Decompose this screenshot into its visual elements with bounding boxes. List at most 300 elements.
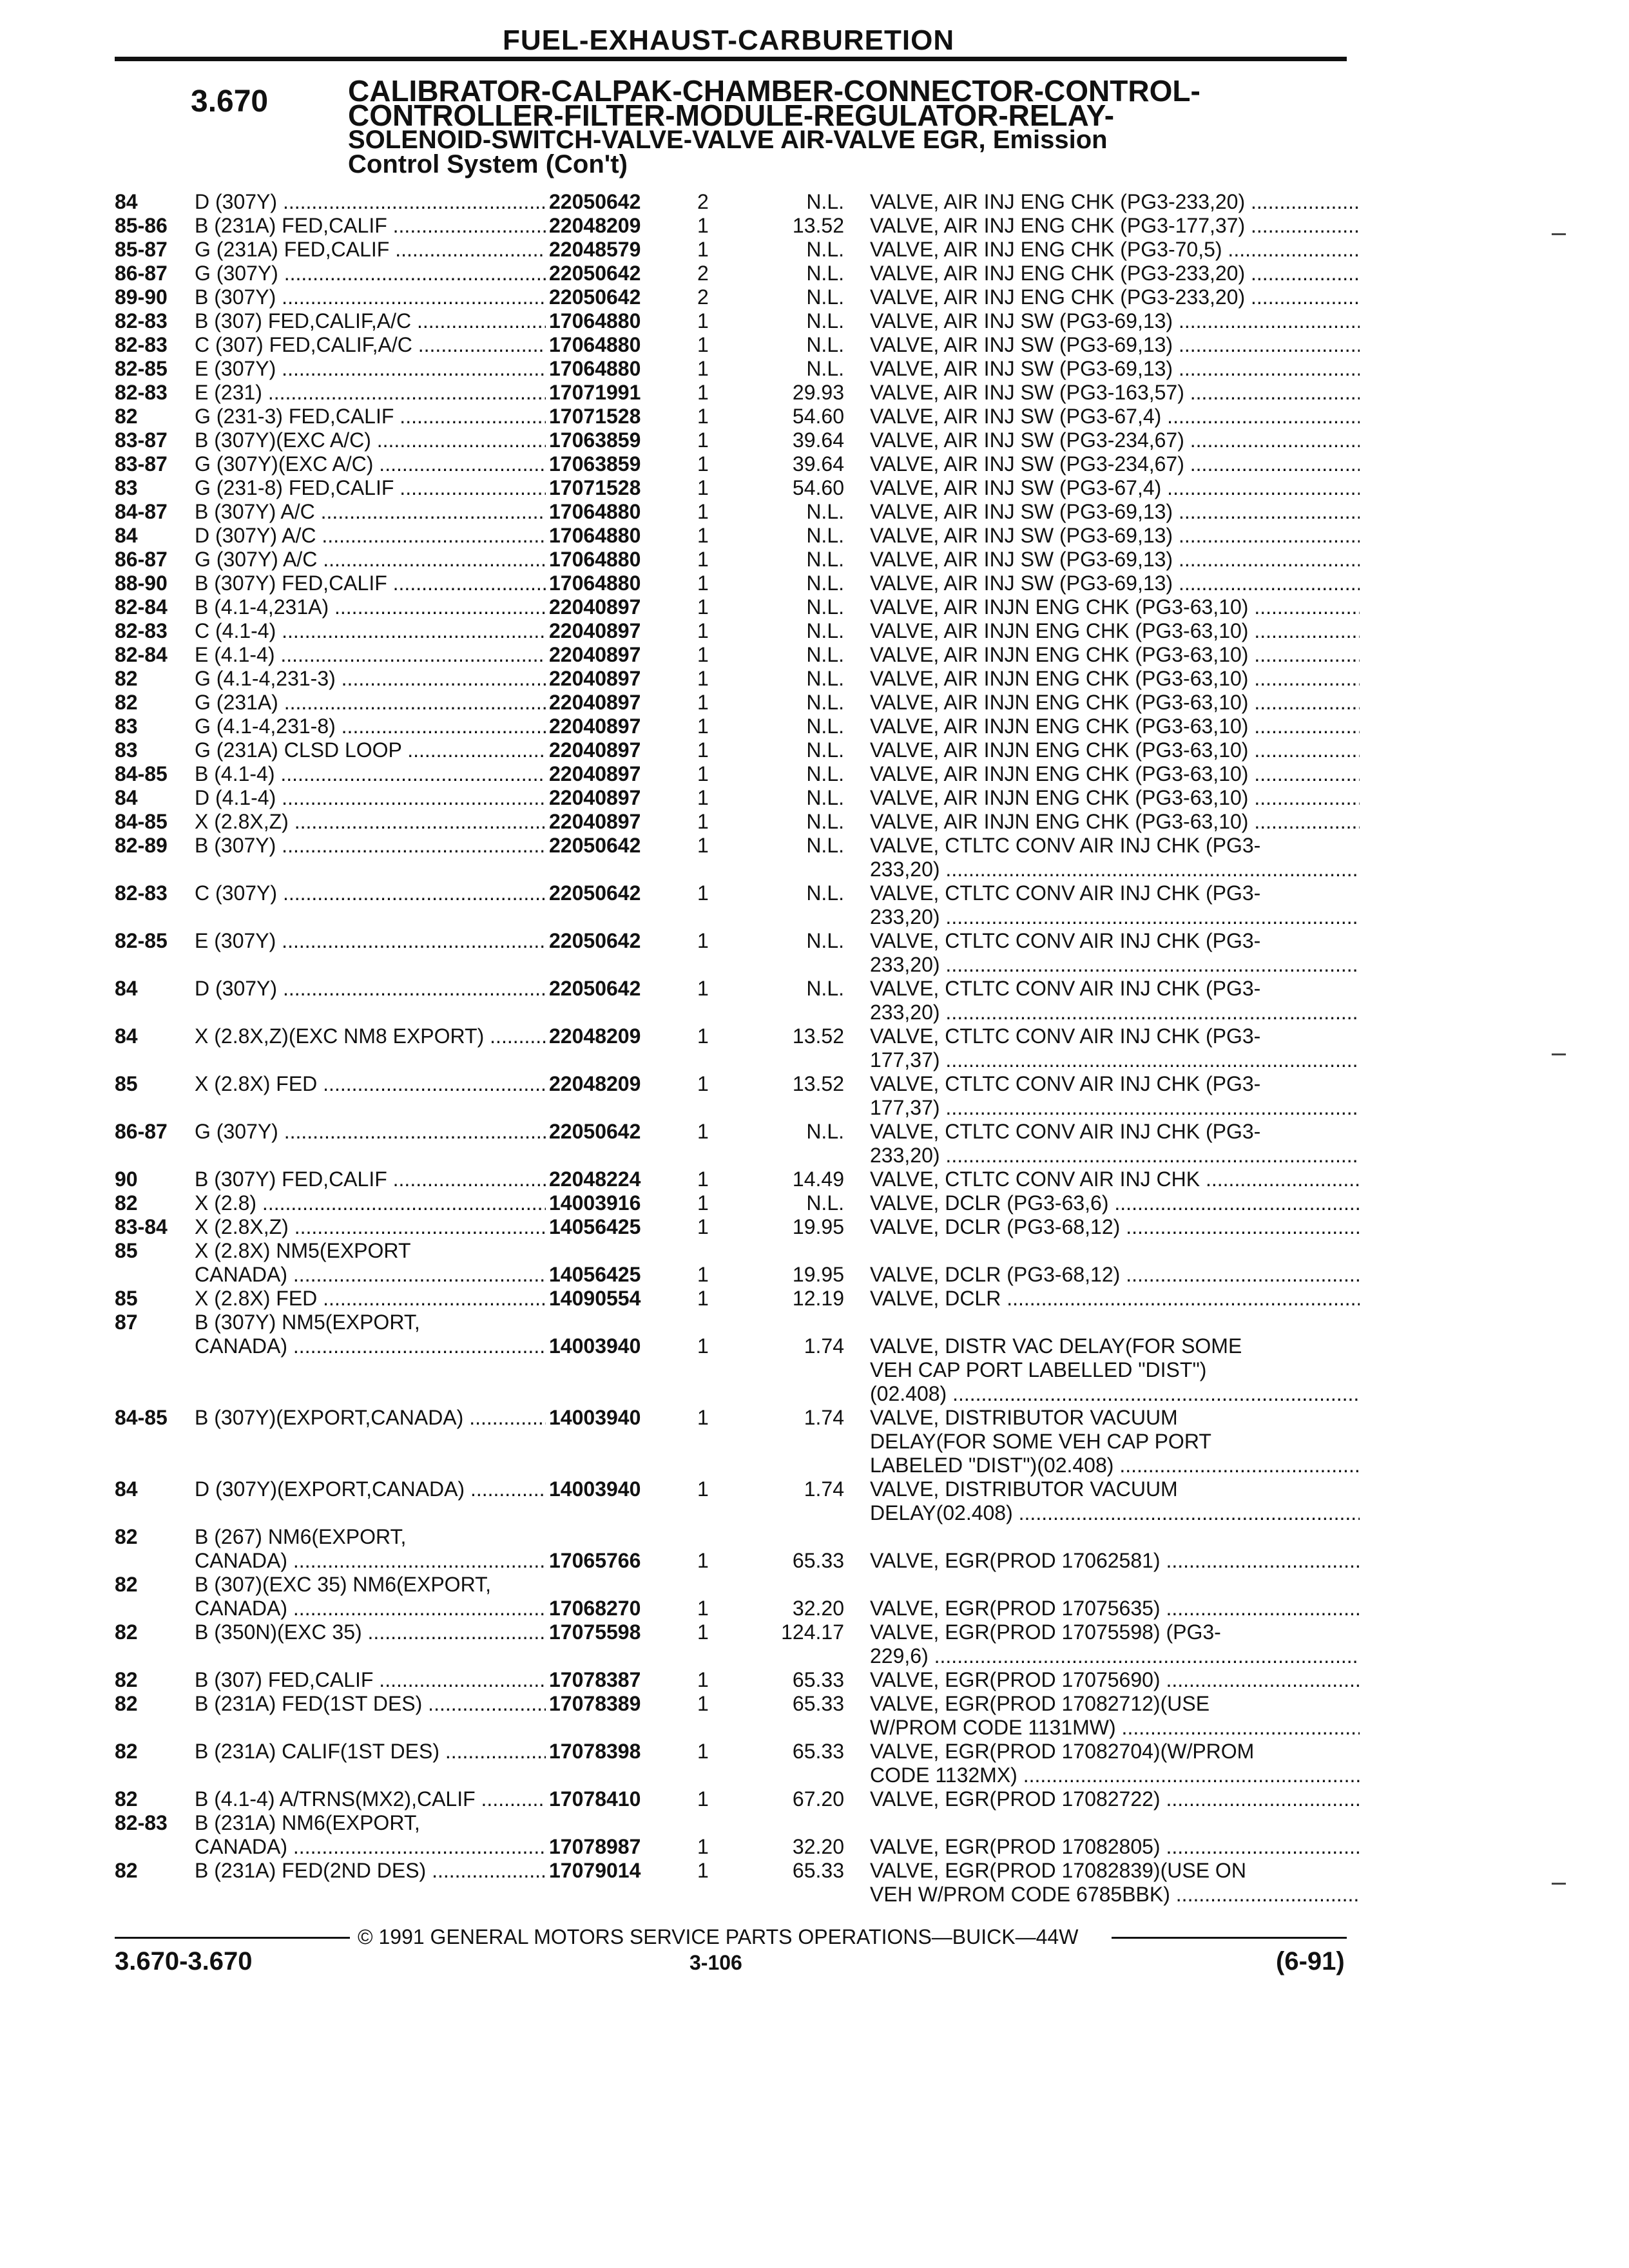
description-line: B (231A) FED(2ND DES) ..... [195, 1859, 546, 1883]
quantity: 1 [697, 548, 709, 571]
description-line: X (2.8X) FED ..... [195, 1287, 546, 1311]
price: 32.20 [792, 1597, 844, 1620]
model-description [195, 834, 546, 858]
part-name [870, 309, 1360, 333]
price: N.L. [806, 572, 844, 595]
part-name-line: 233,20) ..... [870, 1001, 1360, 1024]
price: N.L. [806, 548, 844, 571]
model-year: 89-90 [115, 285, 168, 309]
quantity: 1 [697, 428, 709, 452]
table-row [0, 929, 1629, 977]
model-description [195, 786, 546, 810]
part-name [870, 1072, 1360, 1120]
description-line: CANADA) ..... [195, 1597, 546, 1620]
description-line: E (307Y) ..... [195, 357, 546, 381]
part-name-line: VALVE, CTLTC CONV AIR INJ CHK (PG3- [870, 834, 1261, 857]
part-number: 17078387 [549, 1668, 641, 1691]
price: N.L. [806, 691, 844, 714]
part-number: 14003916 [549, 1191, 641, 1215]
quantity: 1 [697, 1024, 709, 1048]
part-name [870, 977, 1360, 1024]
part-name [870, 548, 1360, 572]
description-line: G (231A) FED,CALIF ..... [195, 238, 546, 262]
part-name [870, 524, 1360, 548]
quantity: 1 [697, 1215, 709, 1238]
quantity: 1 [697, 1263, 709, 1286]
part-number: 22050642 [549, 262, 641, 285]
part-number: 17079014 [549, 1859, 641, 1882]
description-line: B (307Y) ..... [195, 834, 546, 858]
part-name-line: CODE 1132MX) ..... [870, 1763, 1360, 1787]
price: 39.64 [792, 452, 844, 476]
part-number: 17065766 [549, 1549, 641, 1572]
model-year: 84 [115, 524, 138, 547]
model-description [195, 333, 546, 357]
part-number: 17078398 [549, 1740, 641, 1763]
model-year: 83 [115, 738, 138, 762]
part-number: 22048209 [549, 214, 641, 237]
part-name [870, 1311, 1360, 1406]
quantity: 1 [697, 1859, 709, 1882]
model-description [195, 810, 546, 834]
description-line: D (307Y) A/C ..... [195, 524, 546, 548]
part-name [870, 738, 1360, 762]
part-name-line: VALVE, AIR INJN ENG CHK (PG3-63,10) ..... [870, 691, 1360, 715]
section-title [348, 74, 1315, 178]
quantity: 1 [697, 1740, 709, 1763]
model-year: 82-84 [115, 643, 168, 666]
model-description [195, 977, 546, 1001]
part-number: 22040897 [549, 667, 641, 690]
model-description [195, 1740, 546, 1763]
model-year: 82 [115, 1525, 138, 1548]
description-line: G (4.1-4,231-8) ..... [195, 715, 546, 738]
table-row [0, 810, 1629, 834]
section-title-line: CONTROLLER-FILTER-MODULE-REGULATOR-RELAY- [348, 99, 1115, 132]
price: 19.95 [792, 1215, 844, 1238]
description-line: B (231A) FED,CALIF ..... [195, 214, 546, 238]
quantity: 1 [697, 357, 709, 380]
description-line: E (231) ..... [195, 381, 546, 405]
price: N.L. [806, 262, 844, 285]
part-number: 22048209 [549, 1024, 641, 1048]
model-description [195, 1620, 546, 1644]
description-line: B (307Y) ..... [195, 285, 546, 309]
price: 14.49 [792, 1168, 844, 1191]
description-line: G (231A) CLSD LOOP ..... [195, 738, 546, 762]
price: N.L. [806, 786, 844, 809]
model-year: 84 [115, 977, 138, 1000]
quantity: 1 [697, 1692, 709, 1715]
part-name-line: VALVE, CTLTC CONV AIR INJ CHK (PG3- [870, 1120, 1261, 1143]
part-number: 22048209 [549, 1072, 641, 1095]
part-name [870, 1287, 1360, 1311]
part-name [870, 285, 1360, 309]
table-row [0, 595, 1629, 619]
table-row [0, 786, 1629, 810]
description-line: G (231-3) FED,CALIF ..... [195, 405, 546, 428]
model-year: 82 [115, 691, 138, 714]
model-year: 83 [115, 715, 138, 738]
part-number: 17063859 [549, 428, 641, 452]
part-name-line [870, 1811, 1360, 1835]
model-description [195, 1239, 546, 1287]
model-description [195, 1120, 546, 1144]
description-line: G (4.1-4,231-3) ..... [195, 667, 546, 691]
part-number: 22050642 [549, 190, 641, 213]
part-name-line [870, 1311, 1360, 1334]
footer-page-number: 3-106 [689, 1951, 742, 1974]
footer-section-range: 3.670-3.670 [115, 1947, 253, 1975]
part-name [870, 1668, 1360, 1692]
part-number: 22050642 [549, 834, 641, 857]
model-year: 83-84 [115, 1215, 168, 1238]
part-number: 17063859 [549, 452, 641, 476]
part-name-line: VALVE, AIR INJ SW (PG3-67,4) ..... [870, 405, 1360, 428]
part-number: 22040897 [549, 738, 641, 762]
model-description [195, 548, 546, 572]
part-name [870, 881, 1360, 929]
price: N.L. [806, 524, 844, 547]
part-name [870, 1692, 1360, 1740]
quantity: 1 [697, 1477, 709, 1501]
price: N.L. [806, 357, 844, 380]
model-description [195, 381, 546, 405]
model-description [195, 1024, 546, 1048]
quantity: 1 [697, 1668, 709, 1691]
part-name [870, 1525, 1360, 1573]
model-year: 82-84 [115, 595, 168, 619]
part-number: 22050642 [549, 881, 641, 905]
model-year: 82-89 [115, 834, 168, 857]
table-row [0, 1573, 1629, 1620]
model-description [195, 357, 546, 381]
part-name-line: VALVE, AIR INJ ENG CHK (PG3-177,37) ..... [870, 214, 1360, 238]
part-name [870, 1477, 1360, 1525]
model-year: 84 [115, 190, 138, 213]
part-name-line: VALVE, AIR INJN ENG CHK (PG3-63,10) ..... [870, 786, 1360, 810]
table-row [0, 1287, 1629, 1311]
part-name-line: VEH CAP PORT LABELLED "DIST") [870, 1358, 1207, 1381]
part-name-line [870, 1573, 1360, 1597]
model-description [195, 262, 546, 285]
description-line: B (307Y)(EXPORT,CANADA) ..... [195, 1406, 546, 1430]
model-year: 82-83 [115, 381, 168, 404]
model-description [195, 214, 546, 238]
table-row [0, 357, 1629, 381]
price: 65.33 [792, 1692, 844, 1715]
quantity: 1 [697, 1549, 709, 1572]
description-line: B (231A) NM6(EXPORT, [195, 1811, 420, 1834]
quantity: 1 [697, 810, 709, 833]
price: 13.52 [792, 1024, 844, 1048]
model-description [195, 238, 546, 262]
price: N.L. [806, 190, 844, 213]
description-line: B (267) NM6(EXPORT, [195, 1525, 407, 1548]
part-name-line: VALVE, AIR INJN ENG CHK (PG3-63,10) ..... [870, 667, 1360, 691]
quantity: 2 [697, 285, 709, 309]
description-line: D (4.1-4) ..... [195, 786, 546, 810]
model-description [195, 572, 546, 595]
part-name-line: VALVE, AIR INJ ENG CHK (PG3-233,20) ..... [870, 262, 1360, 285]
price: N.L. [806, 238, 844, 261]
model-description [195, 667, 546, 691]
table-row [0, 238, 1629, 262]
part-name-line: VALVE, CTLTC CONV AIR INJ CHK (PG3- [870, 1072, 1261, 1095]
model-description [195, 285, 546, 309]
part-name [870, 357, 1360, 381]
model-year: 84-85 [115, 810, 168, 833]
part-name [870, 667, 1360, 691]
part-name-line: VALVE, AIR INJN ENG CHK (PG3-63,10) ..... [870, 810, 1360, 834]
part-number: 22040897 [549, 595, 641, 619]
description-line: B (4.1-4) A/TRNS(MX2),CALIF ..... [195, 1787, 546, 1811]
model-year: 82 [115, 1573, 138, 1596]
model-description [195, 309, 546, 333]
model-year: 84-87 [115, 500, 168, 523]
model-year: 86-87 [115, 1120, 168, 1143]
table-row [0, 1692, 1629, 1740]
part-number: 17078410 [549, 1787, 641, 1811]
model-year: 84 [115, 786, 138, 809]
table-row [0, 548, 1629, 572]
footer-rule-right [1112, 1937, 1347, 1939]
table-row [0, 1859, 1629, 1907]
description-line: B (350N)(EXC 35) ..... [195, 1620, 546, 1644]
part-name-line: VALVE, AIR INJ SW (PG3-69,13) ..... [870, 333, 1360, 357]
price: 32.20 [792, 1835, 844, 1858]
table-row [0, 285, 1629, 309]
table-row [0, 381, 1629, 405]
part-number: 22040897 [549, 810, 641, 833]
model-year: 82-83 [115, 881, 168, 905]
price: N.L. [806, 977, 844, 1000]
price: N.L. [806, 762, 844, 785]
quantity: 2 [697, 262, 709, 285]
model-year: 84 [115, 1477, 138, 1501]
page-header-title: FUEL-EXHAUST-CARBURETION [503, 24, 955, 56]
description-line: B (307) FED,CALIF ..... [195, 1668, 546, 1692]
section-title-line: Control System (Con't) [348, 150, 628, 178]
model-year: 82 [115, 405, 138, 428]
price: 1.74 [804, 1477, 844, 1501]
table-row [0, 1668, 1629, 1692]
model-description [195, 1525, 546, 1573]
model-year: 82 [115, 667, 138, 690]
quantity: 1 [697, 1334, 709, 1358]
quantity: 2 [697, 190, 709, 213]
price: 1.74 [804, 1334, 844, 1358]
part-name-line: VALVE, CTLTC CONV AIR INJ CHK ..... [870, 1168, 1360, 1191]
price: N.L. [806, 500, 844, 523]
quantity: 1 [697, 452, 709, 476]
model-year: 84-85 [115, 1406, 168, 1429]
part-name-line: VALVE, AIR INJ ENG CHK (PG3-70,5) ..... [870, 238, 1360, 262]
table-row [0, 1120, 1629, 1168]
part-name [870, 595, 1360, 619]
model-year: 83-87 [115, 452, 168, 476]
part-name-line: VALVE, CTLTC CONV AIR INJ CHK (PG3- [870, 881, 1261, 905]
model-year: 87 [115, 1311, 138, 1334]
table-row [0, 500, 1629, 524]
model-description [195, 452, 546, 476]
table-row [0, 309, 1629, 333]
part-number: 22040897 [549, 691, 641, 714]
model-description [195, 476, 546, 500]
part-name [870, 238, 1360, 262]
model-description [195, 1573, 546, 1620]
description-line: X (2.8) ..... [195, 1191, 546, 1215]
part-name [870, 1239, 1360, 1287]
price: N.L. [806, 595, 844, 619]
quantity: 1 [697, 691, 709, 714]
quantity: 1 [697, 1620, 709, 1644]
part-number: 22050642 [549, 1120, 641, 1143]
part-number: 17064880 [549, 309, 641, 332]
description-line: X (2.8X) FED ..... [195, 1072, 546, 1096]
quantity: 1 [697, 881, 709, 905]
table-row [0, 762, 1629, 786]
price: 124.17 [781, 1620, 844, 1644]
description-line: G (307Y) ..... [195, 1120, 546, 1144]
description-line: CANADA) ..... [195, 1549, 546, 1573]
model-description [195, 1168, 546, 1191]
quantity: 1 [697, 643, 709, 666]
description-line: B (307Y)(EXC A/C) ..... [195, 428, 546, 452]
part-name-line: VALVE, EGR(PROD 17082839)(USE ON [870, 1859, 1246, 1882]
price: N.L. [806, 834, 844, 857]
model-year: 86-87 [115, 262, 168, 285]
part-name-line: 177,37) ..... [870, 1096, 1360, 1120]
quantity: 1 [697, 1787, 709, 1811]
part-name-line: VALVE, DCLR (PG3-63,6) ..... [870, 1191, 1360, 1215]
model-description [195, 190, 546, 214]
table-row [0, 1072, 1629, 1120]
part-name-line: 229,6) ..... [870, 1644, 1360, 1668]
description-line: C (307Y) ..... [195, 881, 546, 905]
quantity: 1 [697, 715, 709, 738]
part-name [870, 428, 1360, 452]
model-description [195, 405, 546, 428]
model-year: 85-86 [115, 214, 168, 237]
price: N.L. [806, 643, 844, 666]
table-row [0, 214, 1629, 238]
footer-rule-left [115, 1937, 350, 1939]
part-name-line: VALVE, AIR INJ SW (PG3-234,67) ..... [870, 452, 1360, 476]
part-name [870, 190, 1360, 214]
table-row [0, 881, 1629, 929]
part-name [870, 405, 1360, 428]
table-row [0, 619, 1629, 643]
price: N.L. [806, 929, 844, 952]
part-number: 17071528 [549, 476, 641, 499]
part-name-line: 177,37) ..... [870, 1048, 1360, 1072]
table-row [0, 190, 1629, 214]
part-name [870, 1740, 1360, 1787]
table-row [0, 1811, 1629, 1859]
model-year: 83 [115, 476, 138, 499]
footer-copyright: © 1991 GENERAL MOTORS SERVICE PARTS OPERATIONS—BUICK—44W [358, 1925, 1079, 1948]
description-line: D (307Y) ..... [195, 977, 546, 1001]
description-line: CANADA) ..... [195, 1334, 546, 1358]
model-year: 82-85 [115, 929, 168, 952]
part-name [870, 619, 1360, 643]
model-description [195, 1692, 546, 1716]
part-name-line: DELAY(FOR SOME VEH CAP PORT [870, 1430, 1211, 1453]
table-row [0, 333, 1629, 357]
part-name-line: VALVE, DISTR VAC DELAY(FOR SOME [870, 1334, 1242, 1358]
description-line: D (307Y)(EXPORT,CANADA) ..... [195, 1477, 546, 1501]
part-name-line: VALVE, DCLR (PG3-68,12) ..... [870, 1215, 1360, 1239]
part-name-line: VALVE, AIR INJN ENG CHK (PG3-63,10) ..... [870, 643, 1360, 667]
part-name-line: VALVE, AIR INJ SW (PG3-67,4) ..... [870, 476, 1360, 500]
table-row [0, 1740, 1629, 1787]
quantity: 1 [697, 572, 709, 595]
part-name [870, 214, 1360, 238]
model-description [195, 1191, 546, 1215]
quantity: 1 [697, 1072, 709, 1095]
part-number: 14003940 [549, 1334, 641, 1358]
model-description [195, 1787, 546, 1811]
part-number: 22040897 [549, 643, 641, 666]
part-name [870, 262, 1360, 285]
part-name-line: 233,20) ..... [870, 1144, 1360, 1168]
part-name-line: VALVE, AIR INJ SW (PG3-163,57) ..... [870, 381, 1360, 405]
description-line: G (307Y) A/C ..... [195, 548, 546, 572]
description-line: E (307Y) ..... [195, 929, 546, 953]
price: N.L. [806, 285, 844, 309]
table-row [0, 1525, 1629, 1573]
quantity: 1 [697, 476, 709, 499]
description-line: B (4.1-4,231A) ..... [195, 595, 546, 619]
table-row [0, 476, 1629, 500]
margin-mark [1552, 233, 1566, 235]
part-name-line: VALVE, DCLR ..... [870, 1287, 1360, 1311]
description-line: B (307Y) NM5(EXPORT, [195, 1311, 420, 1334]
part-name [870, 810, 1360, 834]
part-name-line [870, 1239, 1360, 1263]
part-number: 14056425 [549, 1263, 641, 1286]
description-line: G (231A) ..... [195, 691, 546, 715]
part-number: 22040897 [549, 762, 641, 785]
part-number: 17075598 [549, 1620, 641, 1644]
part-name-line: VALVE, CTLTC CONV AIR INJ CHK (PG3- [870, 1024, 1261, 1048]
quantity: 1 [697, 1835, 709, 1858]
part-number: 14003940 [549, 1406, 641, 1429]
table-row [0, 524, 1629, 548]
part-name [870, 476, 1360, 500]
table-row [0, 715, 1629, 738]
quantity: 1 [697, 500, 709, 523]
quantity: 1 [697, 1168, 709, 1191]
part-name-line: VALVE, AIR INJ SW (PG3-69,13) ..... [870, 572, 1360, 595]
part-name [870, 1215, 1360, 1239]
description-line: X (2.8X,Z)(EXC NM8 EXPORT) ..... [195, 1024, 546, 1048]
part-name [870, 1191, 1360, 1215]
part-name-line: VALVE, AIR INJN ENG CHK (PG3-63,10) ..... [870, 715, 1360, 738]
part-number: 17064880 [549, 524, 641, 547]
description-line: B (307)(EXC 35) NM6(EXPORT, [195, 1573, 491, 1596]
part-name-line: VALVE, CTLTC CONV AIR INJ CHK (PG3- [870, 977, 1261, 1000]
part-name [870, 1120, 1360, 1168]
price: N.L. [806, 810, 844, 833]
table-row [0, 1239, 1629, 1287]
description-line: B (231A) CALIF(1ST DES) ..... [195, 1740, 546, 1763]
part-name-line: VALVE, AIR INJN ENG CHK (PG3-63,10) ..... [870, 738, 1360, 762]
table-row [0, 1215, 1629, 1239]
part-name [870, 1811, 1360, 1859]
model-year: 88-90 [115, 572, 168, 595]
